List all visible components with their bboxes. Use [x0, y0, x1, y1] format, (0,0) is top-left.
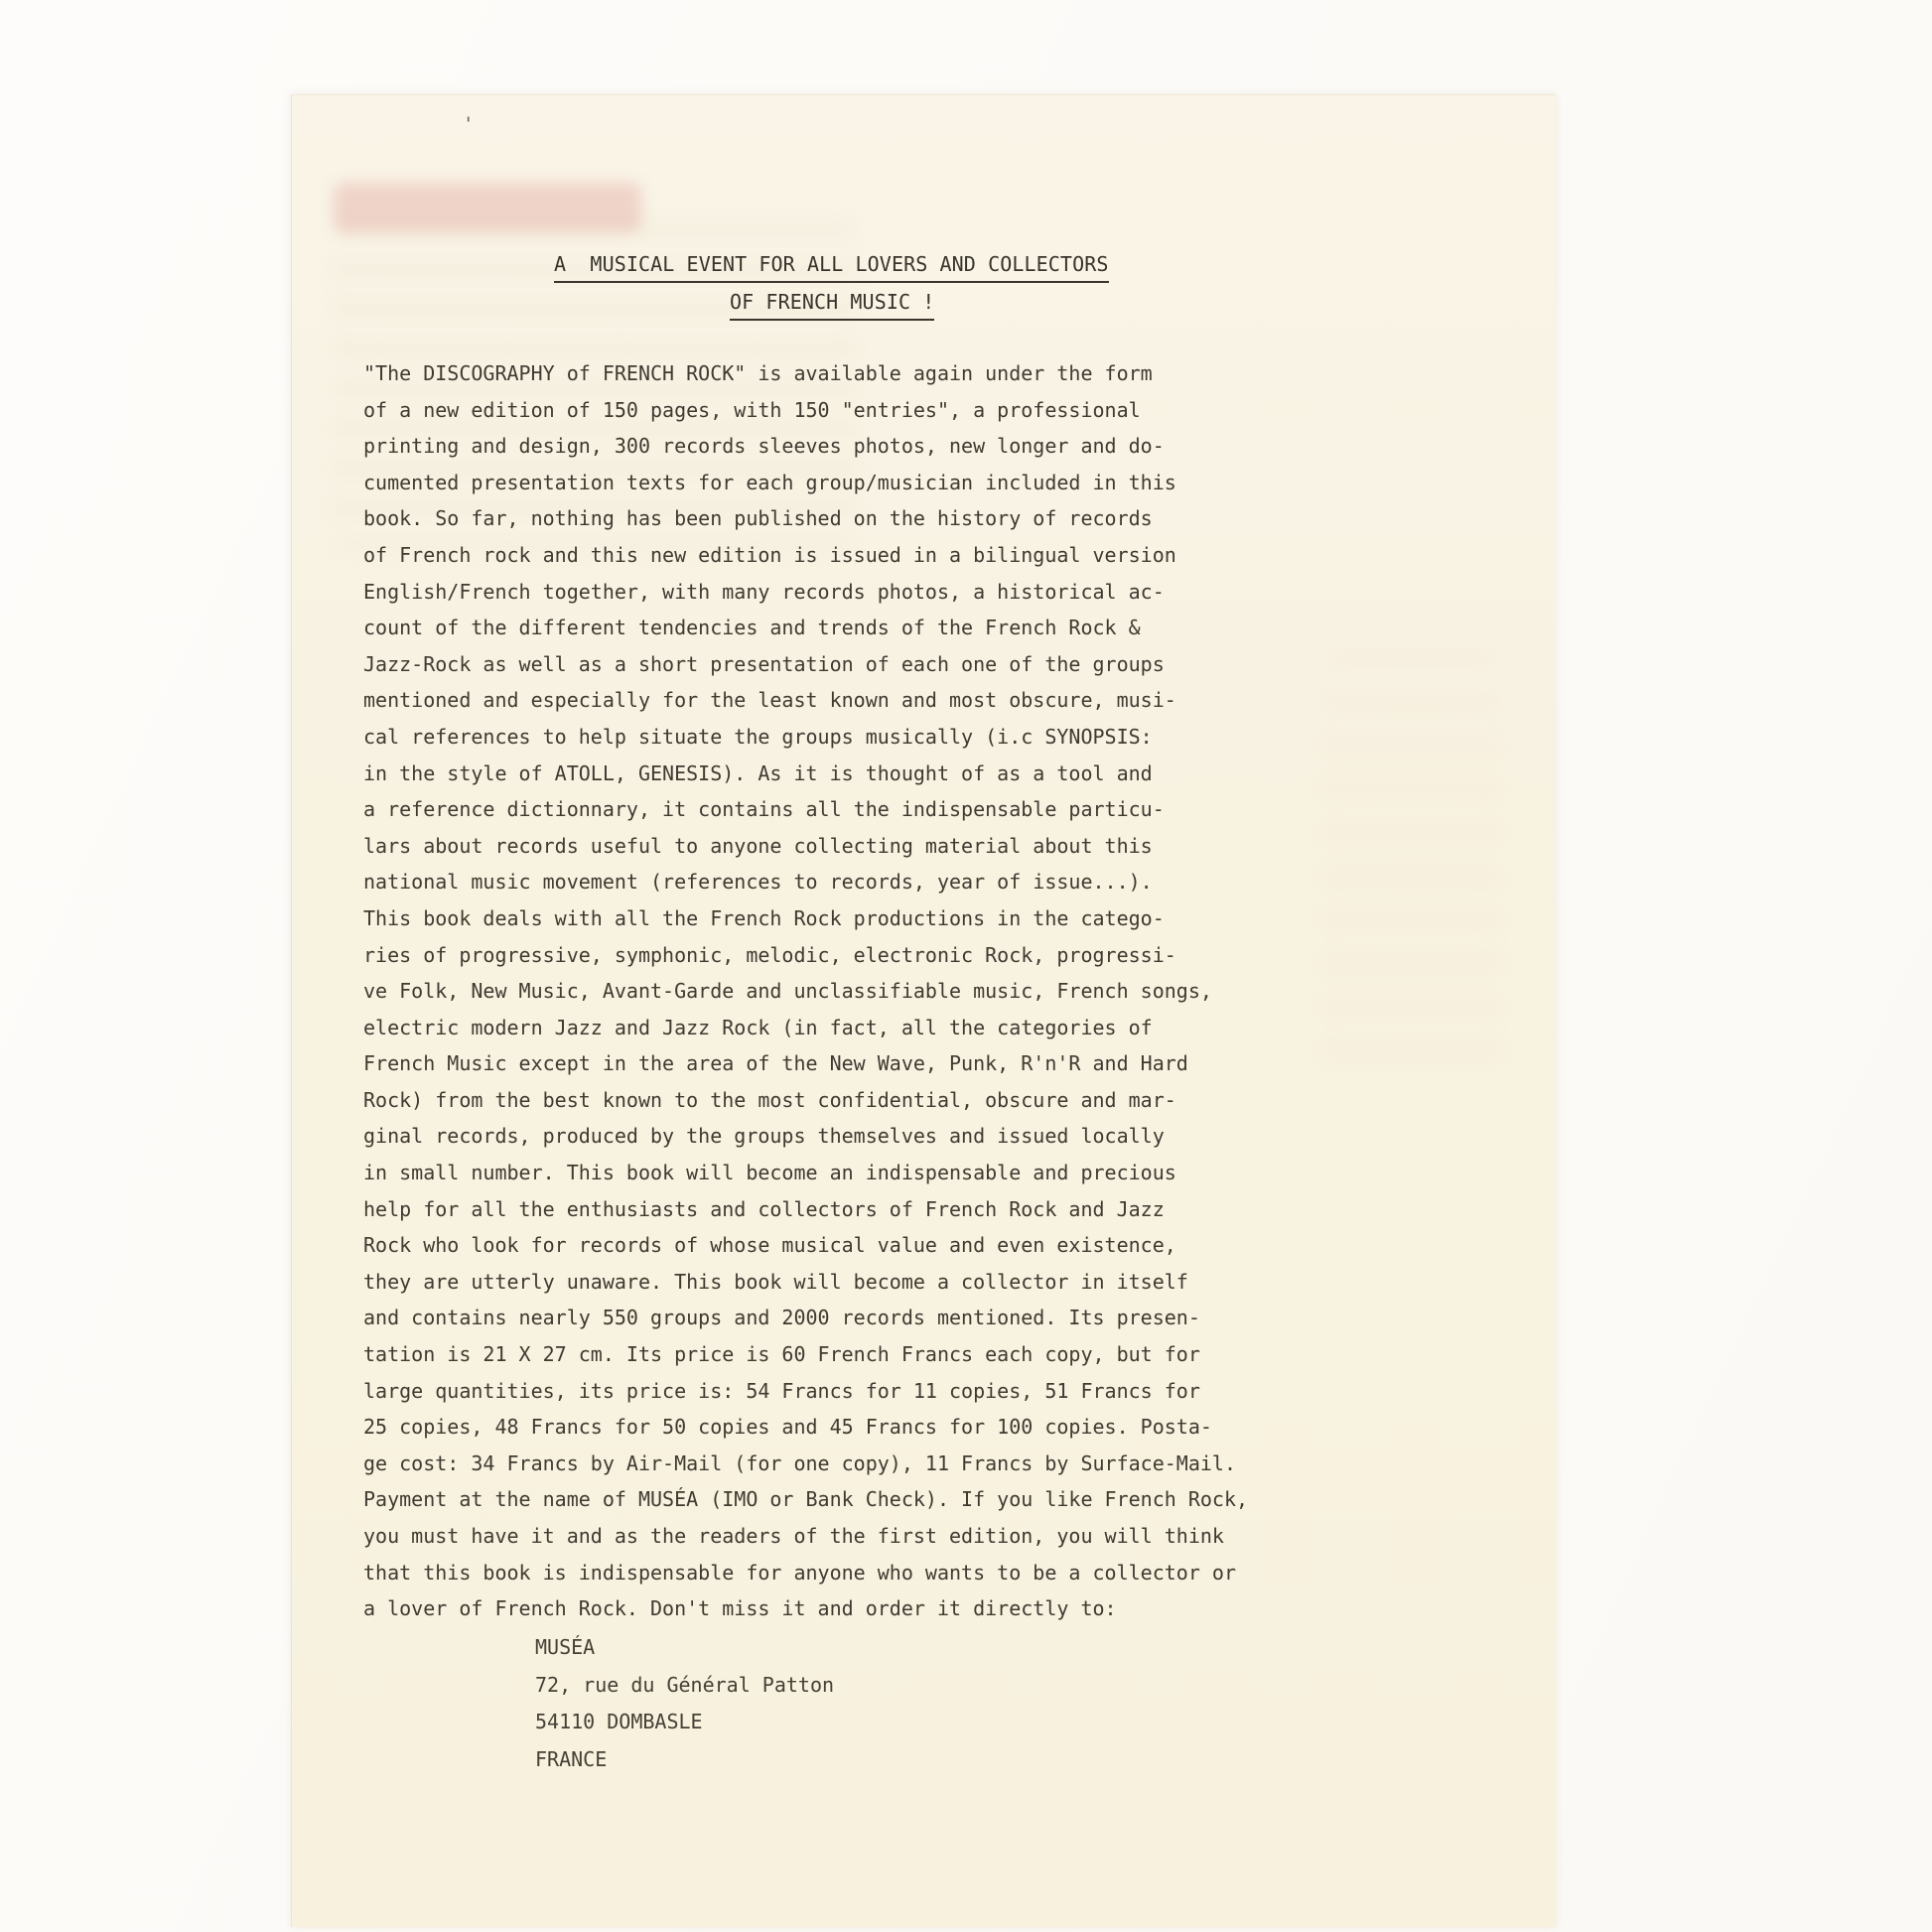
text-line: a lover of French Rock. Don't miss it and order it directly to:	[363, 1596, 1117, 1621]
text-line: tation is 21 X 27 cm. Its price is 60 French Francs each copy, but for	[363, 1342, 1200, 1367]
text-line: lars about records useful to anyone collecting material about this	[363, 833, 1153, 858]
text-line: of a new edition of 150 pages, with 150 "entries", a professional	[363, 397, 1141, 422]
text-line: Rock who look for records of whose musical value and even existence,	[363, 1233, 1176, 1258]
text-line: FRANCE	[535, 1746, 608, 1771]
text-line: Rock) from the best known to the most confidential, obscure and mar-	[363, 1087, 1176, 1112]
text-line: ge cost: 34 Francs by Air-Mail (for one copy), 11 Francs by Surface-Mail.	[363, 1450, 1236, 1475]
text-line: mentioned and especially for the least known and most obscure, musi-	[363, 688, 1176, 713]
stray-ink-mark: '	[463, 113, 475, 135]
text-line: Jazz-Rock as well as a short presentation of each one of the groups	[363, 651, 1165, 676]
text-line: large quantities, its price is: 54 Francs for 11 copies, 51 Francs for	[363, 1378, 1200, 1403]
text-line: Payment at the name of MUSÉA (IMO or Bank Check). If you like French Rock,	[363, 1487, 1249, 1512]
text-line: help for all the enthusiasts and collectors of French Rock and Jazz	[363, 1196, 1165, 1221]
text-line: of French rock and this new edition is issued in a bilingual version	[363, 542, 1176, 567]
ink-bleed-smudge	[1319, 651, 1503, 1078]
title-line-2: OF FRENCH MUSIC !	[730, 290, 934, 321]
text-line: French Music except in the area of the New Wave, Punk, R'n'R and Hard	[363, 1051, 1188, 1076]
text-line: you must have it and as the readers of the first edition, you will think	[363, 1524, 1224, 1548]
address-block	[535, 1629, 834, 1778]
text-line: 72, rue du Général Patton	[535, 1672, 835, 1697]
text-line: and contains nearly 550 groups and 2000 records mentioned. Its presen-	[363, 1306, 1200, 1330]
text-line: a reference dictionnary, it contains all the indispensable particu-	[363, 797, 1165, 822]
text-line: in small number. This book will become an indispensable and precious	[363, 1161, 1176, 1185]
text-line: count of the different tendencies and trends of the French Rock &	[363, 616, 1141, 640]
body-text	[363, 355, 1248, 1627]
text-line: 25 copies, 48 Francs for 50 copies and 45 Francs for 100 copies. Posta-	[363, 1415, 1212, 1440]
text-line: that this book is indispensable for anyone who wants to be a collector or	[363, 1560, 1236, 1585]
text-line: electric modern Jazz and Jazz Rock (in fact, all the categories of	[363, 1015, 1153, 1039]
text-line: ginal records, produced by the groups themselves and issued locally	[363, 1124, 1165, 1149]
text-line: MUSÉA	[535, 1635, 596, 1659]
text-line: ve Folk, New Music, Avant-Garde and unclassifiable music, French songs,	[363, 979, 1212, 1004]
text-line: cumented presentation texts for each group/musician included in this	[363, 470, 1176, 494]
text-line: printing and design, 300 records sleeves photos, new longer and do-	[363, 434, 1165, 459]
text-line: This book deals with all the French Rock productions in the catego-	[363, 905, 1165, 930]
text-line: "The DISCOGRAPHY of FRENCH ROCK" is available again under the form	[363, 361, 1153, 385]
ink-bleed-smudge	[334, 183, 641, 232]
title-line-1: A MUSICAL EVENT FOR ALL LOVERS AND COLLECTORS	[554, 252, 1109, 283]
document-page	[291, 94, 1556, 1927]
text-line: 54110 DOMBASLE	[535, 1710, 703, 1734]
text-line: national music movement (references to records, year of issue...).	[363, 870, 1153, 895]
text-line: book. So far, nothing has been published on the history of records	[363, 506, 1153, 531]
text-line: ries of progressive, symphonic, melodic, electronic Rock, progressi-	[363, 942, 1176, 967]
text-line: cal references to help situate the groups musically (i.c SYNOPSIS:	[363, 724, 1153, 749]
text-line: English/French together, with many records photos, a historical ac-	[363, 579, 1165, 604]
text-line: in the style of ATOLL, GENESIS). As it is thought of as a tool and	[363, 760, 1153, 785]
text-line: they are utterly unaware. This book will become a collector in itself	[363, 1269, 1188, 1294]
